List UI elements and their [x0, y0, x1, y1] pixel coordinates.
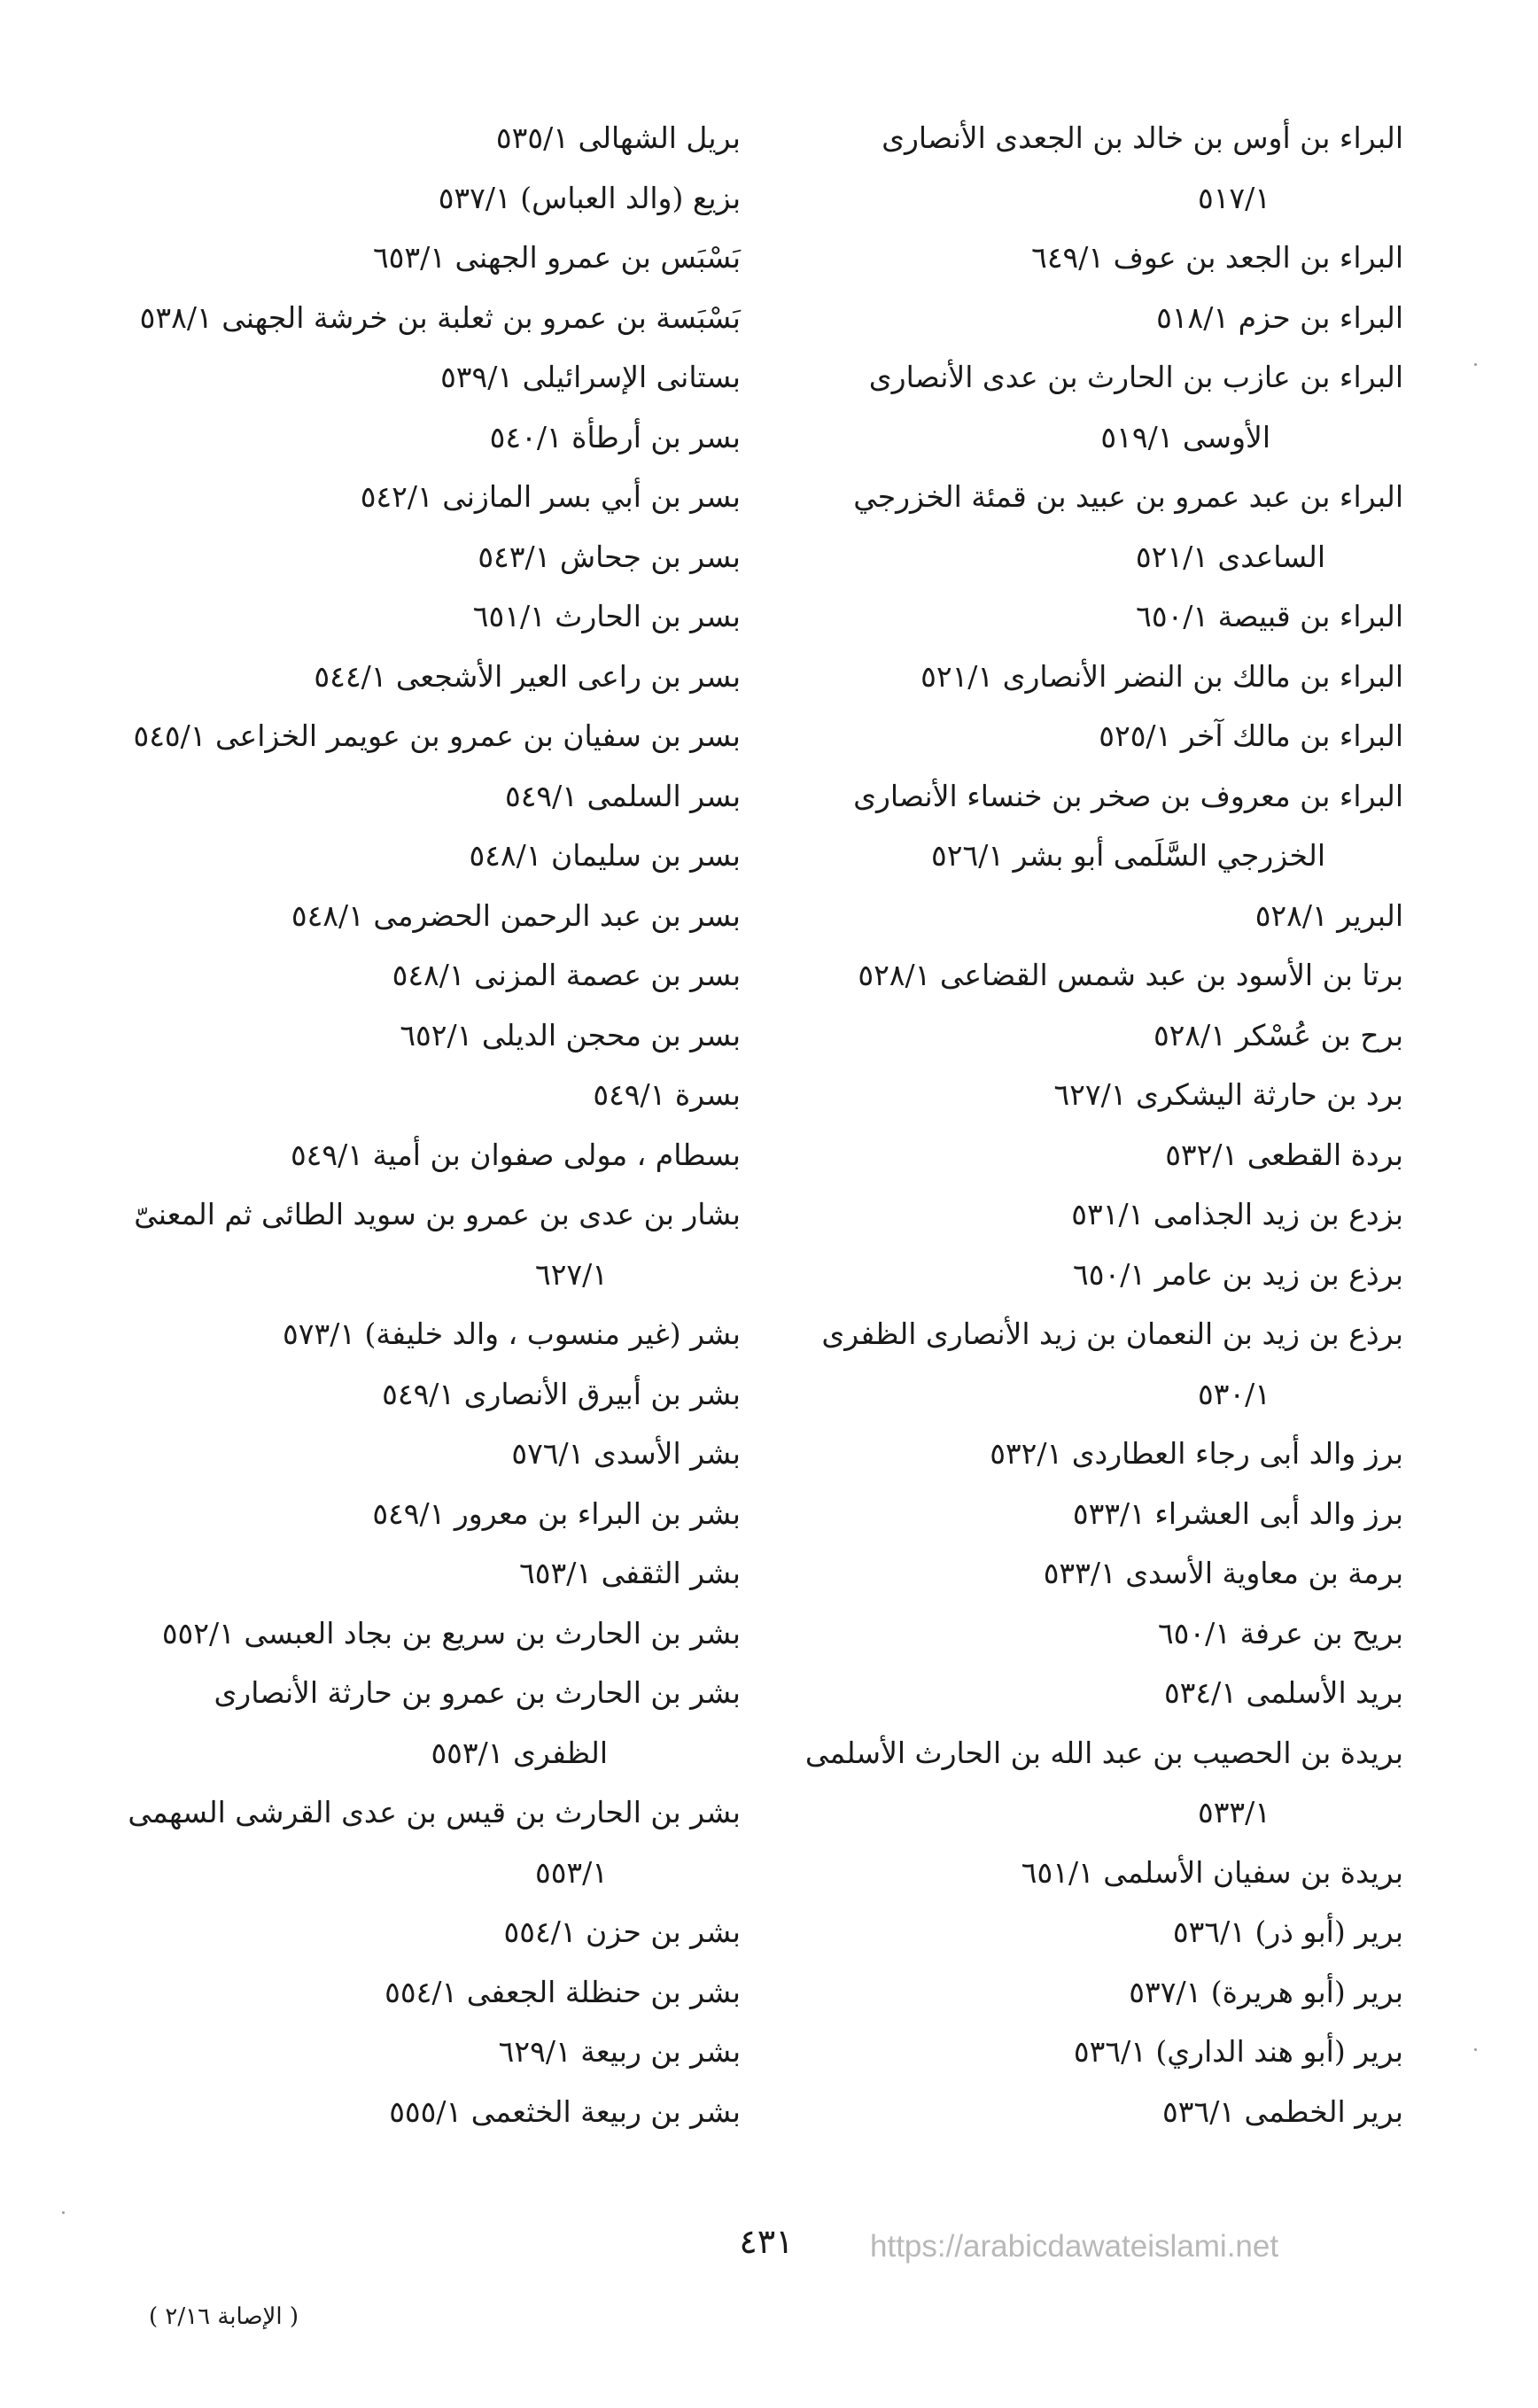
entry-text: برير (أبو ذر) ٥٣٦/١: [1172, 1915, 1403, 1949]
entry-continuation: الساعدى ٥٢١/١: [1135, 539, 1325, 574]
scan-speck: [62, 2211, 65, 2214]
entry-text: برز والد أبى العشراء ٥٣٣/١: [1072, 1495, 1403, 1531]
index-entry: [765, 228, 1403, 288]
index-entry: [765, 1902, 1403, 1962]
index-entry: [85, 1783, 741, 1902]
entry-text: بشر بن حزن ٥٥٤/١: [503, 1915, 741, 1949]
index-entry: [765, 2022, 1403, 2082]
index-entry: [85, 1185, 741, 1304]
entry-text: بشار بن عدى بن عمرو بن سويد الطائى ثم المعنىّ: [134, 1197, 741, 1231]
entry-text: بسطام ، مولى صفوان بن أمية ٥٤٩/١: [290, 1137, 741, 1172]
entry-text: برذع بن زيد بن النعمان بن زيد الأنصارى الظفرى: [821, 1317, 1403, 1351]
entry-text: برتا بن الأسود بن عبد شمس القضاعى ٥٢٨/١: [858, 958, 1403, 992]
entry-text: بشر بن ربيعة ٦٢٩/١: [498, 2034, 741, 2069]
entry-text: بسر بن سليمان ٥٤٨/١: [469, 838, 741, 873]
entry-text: البراء بن مالك بن النضر الأنصارى ٥٢١/١: [920, 658, 1403, 694]
index-entry: [85, 2082, 741, 2142]
index-entry: [765, 108, 1403, 228]
entry-text: برح بن عُسْكر ٥٢٨/١: [1153, 1017, 1403, 1053]
index-entry: [85, 1424, 741, 1484]
entry-text: بسر بن سفيان بن عمرو بن عويمر الخزاعى ٥٤٥/١: [133, 719, 741, 753]
entry-text: برير (أبو هند الداري) ٥٣٦/١: [1073, 2034, 1403, 2069]
entry-text: بسر بن محجن الديلى ٦٥٢/١: [400, 1017, 741, 1053]
entry-text: بَسْبَسة بن عمرو بن ثعلبة بن خرشة الجهنى ٥٣٨/١: [139, 299, 741, 335]
entry-text: بشر (غير منسوب ، والد خليفة) ٥٧٣/١: [283, 1317, 741, 1351]
entry-text: البراء بن الجعد بن عوف ٦٤٩/١: [1031, 240, 1403, 275]
index-entry: [765, 1604, 1403, 1664]
index-entry: [85, 886, 741, 946]
entry-text: بشر بن حنظلة الجعفى ٥٥٤/١: [384, 1974, 741, 2009]
entry-text: برد بن حارثة اليشكرى ٦٢٧/١: [1053, 1077, 1403, 1112]
entry-text: بسر بن أبي بسر المازنى ٥٤٢/١: [360, 479, 741, 514]
index-entry: [85, 1604, 741, 1664]
index-entry: [85, 1902, 741, 1962]
entry-continuation: ٥٣٣/١: [1197, 1795, 1270, 1829]
entry-text: بردة القطعى ٥٣٢/١: [1165, 1137, 1403, 1172]
entry-text: بشر بن أبيرق الأنصارى ٥٤٩/١: [382, 1376, 741, 1411]
entry-text: بستانى الإسرائيلى ٥٣٩/١: [440, 360, 741, 394]
index-entry: [765, 288, 1403, 348]
index-entry: [765, 1006, 1403, 1066]
entry-text: بَسْبَس بن عمرو الجهنى ٦٥٣/١: [372, 240, 741, 275]
entry-text: البراء بن أوس بن خالد بن الجعدى الأنصارى: [882, 120, 1403, 155]
entry-text: بزيع (والد العباس) ٥٣٧/١: [438, 180, 741, 215]
index-entry: [765, 2082, 1403, 2142]
index-entry: [85, 1484, 741, 1544]
entry-text: بسرة ٥٤٩/١: [593, 1077, 741, 1112]
entry-text: بشر بن الحارث بن عمرو بن حارثة الأنصارى: [214, 1675, 741, 1710]
entry-text: برذع بن زيد بن عامر ٦٥٠/١: [1073, 1256, 1403, 1292]
index-entry: [85, 1006, 741, 1066]
index-entry: [765, 1543, 1403, 1604]
index-entry: [765, 1245, 1403, 1305]
entry-continuation: ٥١٧/١: [1197, 180, 1270, 215]
entry-text: بريل الشهالى ٥٣٥/١: [495, 120, 741, 155]
entry-text: بسر بن أرطأة ٥٤٠/١: [489, 419, 741, 454]
entry-text: بسر بن راعى العير الأشجعى ٥٤٤/١: [314, 658, 741, 694]
entry-text: بريدة بن الحصيب بن عبد الله بن الحارث الأسلمى: [804, 1735, 1403, 1770]
index-entry: [85, 168, 741, 229]
index-entry: [765, 586, 1403, 647]
entry-continuation: ٥٥٣/١: [534, 1854, 608, 1890]
index-entry: [85, 647, 741, 707]
index-entry: [765, 1304, 1403, 1424]
index-entry: [765, 467, 1403, 586]
index-entry: [765, 945, 1403, 1006]
index-entry: [765, 1843, 1403, 1903]
entry-text: بريح بن عرفة ٦٥٠/١: [1157, 1615, 1403, 1651]
scan-speck: [1474, 2048, 1477, 2051]
index-entry: [85, 1663, 741, 1783]
entry-text: البراء بن قبيصة ٦٥٠/١: [1136, 599, 1403, 633]
index-column-left: [85, 108, 741, 2141]
entry-text: بريدة بن سفيان الأسلمى ٦٥١/١: [1021, 1854, 1403, 1890]
index-entry: [85, 347, 741, 408]
index-entry: [765, 347, 1403, 467]
entry-text: بسر بن عصمة المزنى ٥٤٨/١: [392, 958, 741, 992]
entry-text: برز والد أبى رجاء العطاردى ٥٣٢/١: [990, 1436, 1403, 1471]
index-entry: [85, 1962, 741, 2023]
index-entry: [85, 1543, 741, 1604]
entry-continuation: الخزرجي السَّلَمى أبو بشر ٥٢٦/١: [931, 838, 1325, 873]
index-entry: [765, 1484, 1403, 1544]
entry-text: بشر بن الحارث بن قيس بن عدى القرشى السهمى: [128, 1795, 741, 1829]
index-entry: [85, 1364, 741, 1425]
scan-speck: [1474, 363, 1477, 366]
index-entry: [765, 706, 1403, 766]
index-column-right: [765, 108, 1403, 2141]
index-entry: [85, 108, 741, 168]
entry-text: بريد الأسلمى ٥٣٤/١: [1163, 1675, 1403, 1710]
entry-text: بزدع بن زيد الجذامى ٥٣١/١: [1071, 1197, 1403, 1231]
entry-continuation: ٥٣٠/١: [1197, 1376, 1270, 1411]
index-entry: [85, 467, 741, 527]
index-entry: [765, 647, 1403, 707]
entry-text: بسر بن الحارث ٦٥١/١: [472, 599, 741, 633]
index-entry: [765, 766, 1403, 886]
index-entry: [85, 1065, 741, 1125]
entry-text: بسر السلمى ٥٤٩/١: [504, 778, 741, 813]
index-entry: [85, 228, 741, 288]
index-entry: [85, 766, 741, 827]
entry-text: برير (أبو هريرة) ٥٣٧/١: [1129, 1974, 1403, 2009]
index-entry: [765, 1962, 1403, 2023]
entry-text: البراء بن عبد عمرو بن عبيد بن قمئة الخزرجي: [853, 479, 1403, 514]
index-entry: [765, 1723, 1403, 1843]
index-entry: [85, 2022, 741, 2082]
entry-text: بشر بن الحارث بن سريع بن بجاد العبسى ٥٥٢/١: [161, 1615, 741, 1651]
index-entry: [765, 1125, 1403, 1185]
entry-text: البراء بن عازب بن الحارث بن عدى الأنصارى: [868, 360, 1403, 394]
entry-continuation: الأوسى ٥١٩/١: [1100, 419, 1270, 454]
index-entry: [85, 408, 741, 468]
index-entry: [85, 826, 741, 886]
entry-text: برمة بن معاوية الأسدى ٥٣٣/١: [1043, 1556, 1403, 1590]
index-entry: [765, 1424, 1403, 1484]
index-entry: [765, 1663, 1403, 1723]
entry-text: برير الخطمى ٥٣٦/١: [1162, 2093, 1403, 2129]
index-entry: [85, 1304, 741, 1364]
index-entry: [85, 288, 741, 348]
watermark-url: https://arabicdawateislami.net: [870, 2229, 1279, 2264]
entry-text: البراء بن مالك آخر ٥٢٥/١: [1099, 719, 1403, 753]
index-entry: [85, 1125, 741, 1185]
entry-text: بشر بن البراء بن معرور ٥٤٩/١: [372, 1495, 741, 1531]
entry-text: بشر بن ربيعة الخثعمى ٥٥٥/١: [389, 2093, 741, 2129]
index-entry: [85, 527, 741, 587]
printer-signature: ( الإصابة ٢/١٦ ): [149, 2303, 299, 2330]
index-entry: [765, 886, 1403, 946]
entry-text: بشر الثقفى ٦٥٣/١: [519, 1556, 741, 1590]
entry-text: البرير ٥٢٨/١: [1254, 897, 1403, 933]
index-entry: [85, 586, 741, 647]
entry-continuation: ٦٢٧/١: [534, 1256, 608, 1292]
page-number: ٤٣١: [739, 2222, 794, 2261]
entry-text: بسر بن جحاش ٥٤٣/١: [478, 539, 741, 574]
entry-text: بسر بن عبد الرحمن الحضرمى ٥٤٨/١: [291, 897, 741, 933]
entry-text: بشر الأسدى ٥٧٦/١: [511, 1436, 741, 1471]
index-entry: [765, 1065, 1403, 1125]
entry-text: البراء بن معروف بن صخر بن خنساء الأنصارى: [853, 778, 1403, 813]
index-entry: [85, 945, 741, 1006]
index-entry: [765, 1185, 1403, 1245]
entry-continuation: الظفرى ٥٥٣/١: [431, 1735, 608, 1770]
entry-text: البراء بن حزم ٥١٨/١: [1156, 299, 1403, 335]
index-entry: [85, 706, 741, 766]
